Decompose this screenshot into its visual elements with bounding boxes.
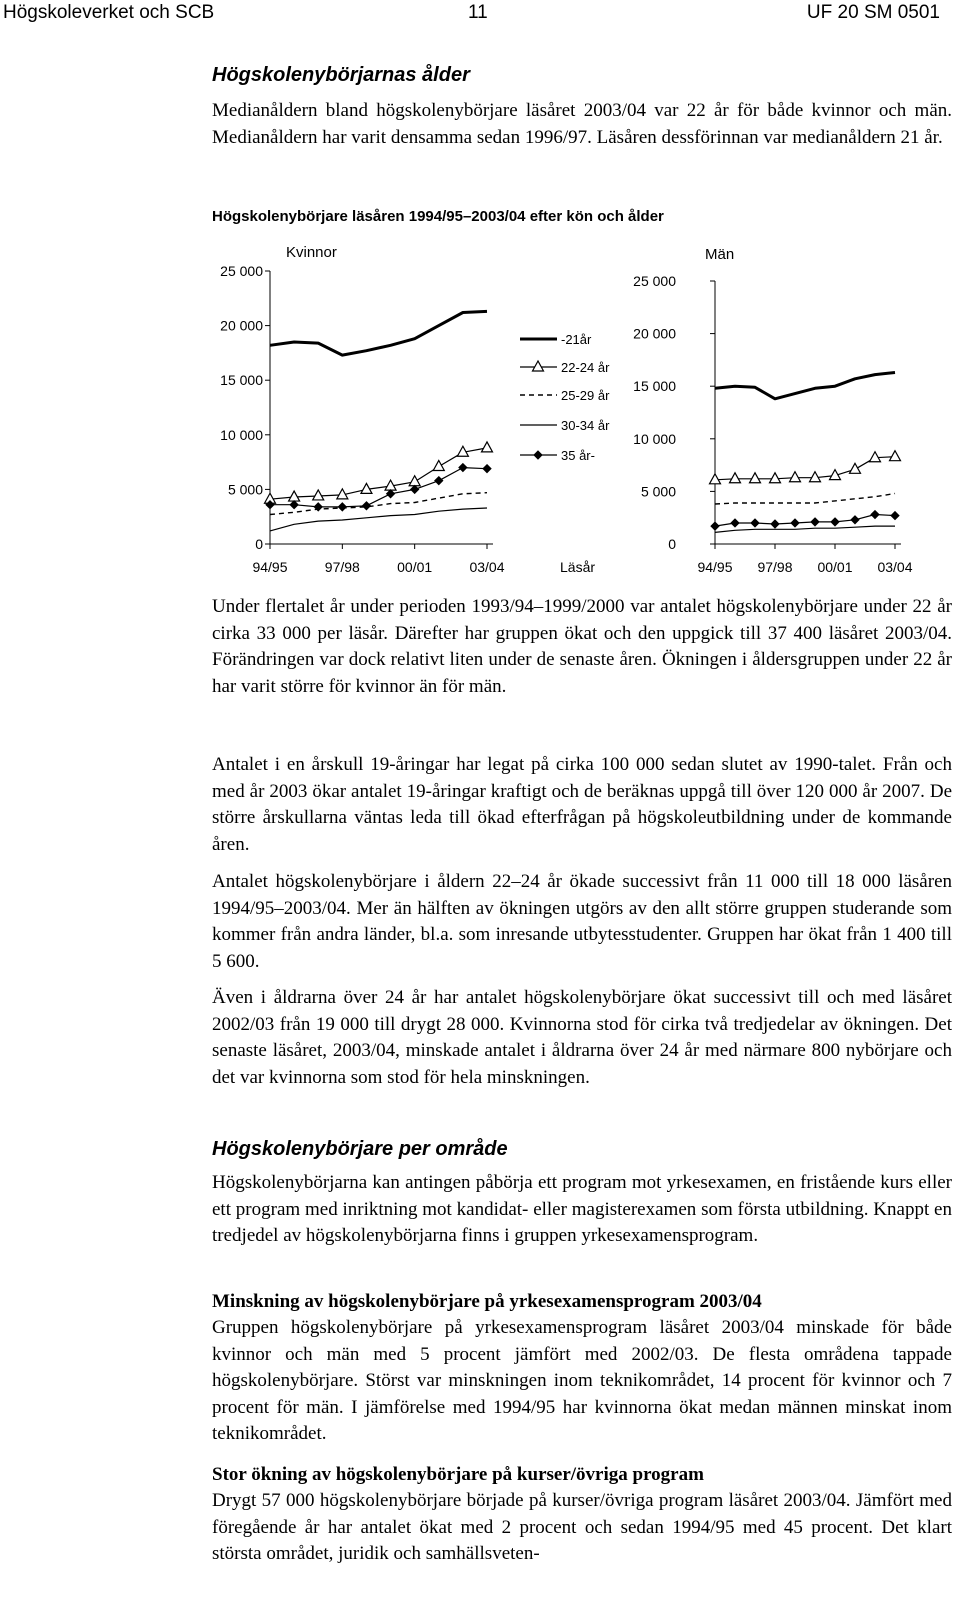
data-point-1-4-5 [811,518,819,526]
x-tick-label-0-6: 00/01 [397,559,433,575]
data-point-0-4-5 [387,490,395,498]
series-line-0-3 [270,508,487,531]
data-point-0-4-1 [290,501,298,509]
data-point-1-4-8 [871,511,879,519]
intro-paragraph: Medianåldern bland högskolenybörjare läsåret 2003/04 var 22 år för både kvinnor och män. Medianåldern har varit densamma sedan 1996/97. Läsåren dessförinnan var medianåldern 21 år. [212,100,952,148]
y-tick-label-0-5: 25 000 [220,263,263,279]
y-tick-label-1-1: 5 000 [640,483,676,500]
section-heading-age: Högskolenybörjarnas ålder [212,64,470,86]
data-point-0-4-8 [459,464,467,472]
data-point-0-1-1 [289,491,300,501]
header-publisher: Högskoleverket och SCB [3,2,215,23]
x-axis-label: Läsår [560,559,596,575]
x-tick-label-0-9: 03/04 [469,559,505,575]
series-line-1-0 [715,373,895,399]
data-point-1-1-0 [710,474,721,484]
data-point-1-4-1 [731,519,739,527]
report-code: UF 20 SM 0501 [806,2,940,23]
paragraph-decrease: Gruppen högskolenybörjare på yrkesexamensprogram läsåret 2003/04 minskade för både kvinnor och män med 5 procent jämfört med 2002/03. De flesta områdena tappade högskolenybörjare. Störst var minskningen inom teknikområdet, 14 procent för kvinnor och 7 procent för män. I jämförelse med 1994/95 har kvinnorna ökat medan männen minskat inom teknikområdet. [212,1317,952,1444]
paragraph-courses: Drygt 57 000 högskolenybörjare började på kurser/övriga program läsåret 2003/04. Jämfört med föregående år har antalet ökat med 2 procent och sedan 1994/95 med 45 procent. Det klart största området, juridik och samhällsveten- [212,1490,952,1564]
data-point-0-4-3 [338,503,346,511]
paragraph-19-year-olds: Antalet i en årskull 19-åringar har legat på cirka 100 000 sedan slutet av 1990-talet. Från och med år 2003 ökar antalet 19-åringar kraftigt och de beräknas uppgå till över 120 000 år 2007. De större årskullarna väntas leda till ökad efterfrågan på högskoleutbildning under de kommande åren. [212,754,952,855]
series-line-0-0 [270,311,487,355]
page-number: 11 [468,2,488,23]
data-point-0-4-7 [435,477,443,485]
data-point-0-1-9 [482,442,493,452]
data-point-1-4-9 [891,512,899,520]
data-point-1-4-2 [751,519,759,527]
paragraph-area: Högskolenybörjarna kan antingen påbörja ett program mot yrkesexamen, en fristående kurs eller ett program med inriktning mot kandidat- eller magisterexamen som första utbildning. Knappt en tredjedel av högskolenybörjarna finns i gruppen yrkesexamensprogram. [212,1172,952,1246]
legend-label-1: 22-24 år [561,360,610,375]
section-heading-courses: Stor ökning av högskolenybörjare på kurser/övriga program [212,1464,704,1485]
chart-title: Högskolenybörjare läsåren 1994/95–2003/04 efter kön och ålder [212,208,664,225]
paragraph-22-24: Antalet högskolenybörjare i åldern 22–24 år ökade successivt från 11 000 till 18 000 läsåren 1994/95–2003/04. Mer än hälften av ökningen utgörs av den allt större gruppen studerande som kommer från andra länder, bl.a. som inresande utbytesstudenter. Gruppen har ökat från 1 400 till 5 600. [212,871,952,972]
paragraph-under-22: Under flertalet år under perioden 1993/94–1999/2000 var antalet högskolenybörjare under 22 år cirka 33 000 per läsår. Därefter har gruppen ökat och den uppgick till 37 400 läsåret 2003/04. Förändringen var dock relativt liten under de senaste åren. Ökningen i åldersgruppen under 22 år har varit större för kvinnor än för män. [212,596,952,697]
data-point-1-4-7 [851,516,859,524]
line-chart [0,236,960,586]
data-point-0-4-4 [362,502,370,510]
x-tick-label-1-6: 00/01 [817,559,853,575]
x-tick-label-1-9: 03/04 [877,559,913,575]
series-line-0-2 [270,493,487,515]
legend-label-2: 25-29 år [561,388,610,403]
x-tick-label-0-3: 97/98 [324,559,360,575]
y-tick-label-1-0: 0 [668,536,676,552]
data-point-1-4-0 [711,522,719,530]
x-tick-label-0-0: 94/95 [252,559,288,575]
series-line-0-1 [270,448,487,499]
data-point-0-1-2 [313,490,324,500]
section-heading-area: Högskolenybörjare per område [212,1138,508,1160]
legend-label-4: 35 år- [561,448,595,463]
x-tick-label-1-0: 94/95 [697,559,733,575]
y-tick-label-0-2: 10 000 [220,426,263,443]
data-point-0-4-6 [411,485,419,493]
paragraph-over-24: Även i åldrarna över 24 år har antalet högskolenybörjare ökat successivt till och med läsåret 2002/03 från 19 000 till drygt 28 000. Kvinnorna stod för cirka två tredjedelar av ökningen. Det senaste läsåret, 2003/04, minskade antalet i åldrarna över 24 år med närmare 800 nybörjare och det var kvinnorna som stod för hela minskningen. [212,987,952,1088]
series-line-1-4 [715,515,895,527]
section-heading-decrease: Minskning av högskolenybörjare på yrkesexamensprogram 2003/04 [212,1291,762,1312]
data-point-0-1-7 [433,460,444,470]
x-tick-label-1-3: 97/98 [757,559,793,575]
y-tick-label-0-4: 20 000 [220,317,263,334]
panel-title-0: Kvinnor [286,244,337,261]
data-point-1-1-2 [750,473,761,483]
data-point-0-4-9 [483,465,491,473]
legend-label-0: -21år [561,332,592,347]
series-line-1-1 [715,457,895,480]
data-point-1-4-3 [771,520,779,528]
data-point-1-4-6 [831,518,839,526]
data-point-1-1-4 [790,472,801,482]
data-point-1-1-9 [890,451,901,461]
series-line-1-2 [715,494,895,505]
data-point-1-1-1 [730,473,741,483]
y-tick-label-0-3: 15 000 [220,372,263,389]
data-point-0-1-6 [409,476,420,486]
data-point-1-4-4 [791,519,799,527]
data-point-1-1-3 [770,473,781,483]
y-tick-label-1-3: 15 000 [633,378,676,395]
y-tick-label-1-2: 10 000 [633,430,676,447]
data-point-1-1-7 [850,463,861,473]
legend-marker-4 [534,451,542,459]
series-line-1-3 [715,526,895,532]
data-point-1-1-8 [870,452,881,462]
legend-marker-1 [533,361,544,371]
y-tick-label-1-5: 25 000 [633,273,676,289]
y-tick-label-0-1: 5 000 [227,481,263,498]
panel-title-1: Män [705,246,735,263]
y-tick-label-1-4: 20 000 [633,325,676,342]
legend-label-3: 30-34 år [561,418,610,433]
y-tick-label-0-0: 0 [255,536,263,552]
